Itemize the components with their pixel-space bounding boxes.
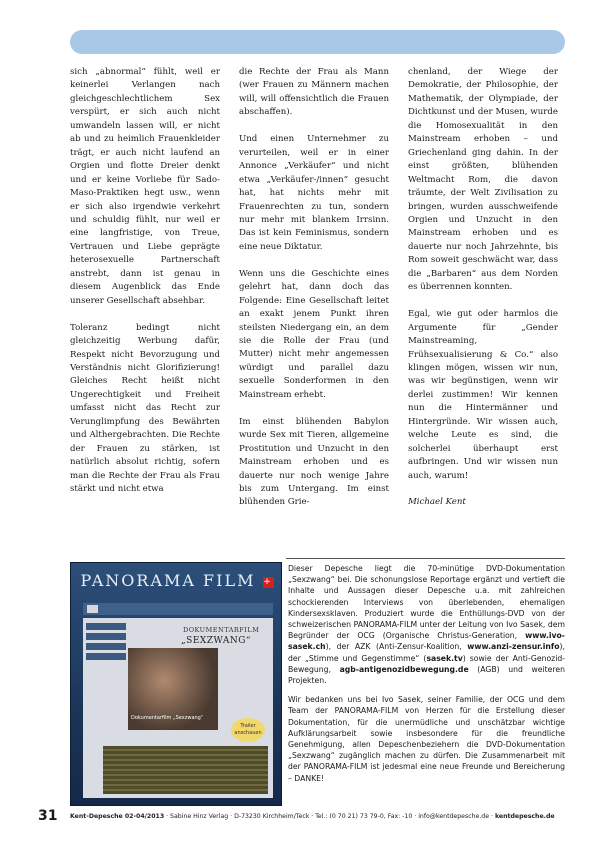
dvd-nav-bar — [83, 603, 273, 615]
box-divider — [286, 558, 565, 559]
paragraph: die Rechte der Frau als Mann (wer Frauen zu Männern machen will, will offensichtlich die Frauen abschaffen). — [239, 67, 389, 118]
trailer-badge: Trailer anschauen — [231, 718, 265, 742]
swiss-cross-icon: + — [263, 577, 273, 587]
link-sasek-tv: sasek.tv — [426, 653, 463, 663]
author-name: Michael Kent — [408, 497, 466, 508]
header-bar — [70, 30, 565, 54]
paragraph: Wenn uns die Geschichte eines gelehrt hat, dann doch das Folgende: Eine Gesellschaft leitet an exakt jenem Punkt ihren steilsten Niedergang ein, an dem sie die Rolle der Frau (und Mutter) nicht mehr angemessen würdigt und parallel dazu sexuelle Sonderformen in den Mainstream erhebt. — [239, 268, 389, 400]
dvd-info-box — [288, 563, 565, 792]
link-anzi-zensur: www.anzi-zensur.info — [467, 642, 560, 652]
dvd-panel — [83, 618, 273, 798]
box-paragraph-2: Wir bedanken uns bei Ivo Sasek, seiner Familie, der OCG und dem Team der PANORAMA-FILM von Herzen für die Erstellung dieser Dokumentation, für die unermüdliche und unschätzbar wichtige Aufklärungsarbeit sowie insbesondere für die freundliche Genehmigung, allen Depeschenbeziehern die DVD-Dokumentation „Sexzwang“ zugänglich machen zu dürfen. Die Zusammenarbeit mit der PANORAMA-FILM ist jedesmal eine neue Freunde und Bereicherung – DANKE! — [288, 695, 565, 783]
text-column-1 — [70, 66, 220, 510]
page-number: 31 — [38, 808, 58, 824]
box-paragraph-1: Dieser Depesche liegt die 70-minütige DVD-Dokumentation „Sexzwang“ bei. Die schonungslose Reportage ergänzt und vertieft die Inhalte und Aussagen dieser Depesche u.a. mit zahlreichen schockierenden Interviews von überlebenden, ehemaligen Kindersexsklaven. Produziert wurde die Enthüllungs-DVD von der schweizerischen PANORAMA-FILM unter der Leitung von Ivo Sasek, dem Begründer der OCG (Organische Christus-Generation, www.ivo-sasek.ch), der AZK (Anti-Zensur-Koalition, www.anzi-zensur.info), der „Stimme und Gegenstimme“ (sasek.tv) sowie der Anti-Genozid-Bewegung, agb-antigenozidbewegung.de (AGB) und weiteren Projekten. — [288, 564, 565, 686]
footer: Kent-Depesche 02-04/2013 · Sabine Hinz Verlag · D-73230 Kirchheim/Teck · Tel.: (0 70 21) 73 79-0, Fax: -10 · info@kentdepesche.de · kentdepesche.de — [70, 813, 555, 820]
dvd-website-image — [70, 562, 282, 806]
link-agb: agb-antigenozidbewegung.de — [339, 664, 469, 674]
dvd-thumbnail-label: Dokumentarfilm „Sexzwang“ — [131, 715, 204, 721]
paragraph: sich „abnormal“ fühlt, weil er keinerlei Verlangen nach gleichgeschlechtlichem Sex verspürt, er sich auch nicht umwandeln lassen will, er nicht ab und zu heimlich Frauenkleider trägt, er auch nicht laufend an Orgien und flotte Dreier denkt und er keine Vorliebe für Sado-Maso-Praktiken hegt usw., wenn er sich also irgendwie verkehrt und schuldig fühlt, nur weil er eine langfristige, von Treue, Vertrauen und Liebe geprägte heterosexuelle Partnerschaft anstrebt, dann ist genau in diesem Augenblick das Ende unserer Gesellschaft absehbar. — [70, 67, 220, 306]
paragraph: chenland, der Wiege der Demokratie, der Philosophie, der Mathematik, der Olympiade, der Dichtkunst und der Musen, wurde die Homosexualität in den Mainstream erhoben – und Griechenland ging dahin. In der einst größten, blühenden Weltmacht Rom, die davon träumte, der Welt Zivilisation zu bringen, wurden ausschweifende Orgien und Unzucht in den Mainstream erhoben und es dauerte nur noch Jahrzehnte, bis Rom soweit geschwächt war, dass die „Barbaren“ aus dem Norden es überrennen konnten. — [408, 67, 558, 293]
panorama-film-logo: PANORAMA FILM + — [80, 571, 273, 590]
paragraph: Toleranz bedingt nicht gleichzeitig Werbung dafür, Respekt nicht Bevorzugung und Verständnis nicht Glorifizierung! Gleiches Recht heißt nicht Ungerechtigkeit und Freiheit umfasst nicht das Recht zur Verunglimpfung des Bewährten und Althergebrachten. Die Rechte der Frauen zu stärken, ist natürlich absolut richtig, sofern man die Rechte der Frau als Frau stärkt und nicht etwa — [70, 322, 220, 495]
text-column-3 — [408, 66, 558, 523]
dvd-title-big: „SEXZWANG“ — [181, 636, 252, 646]
footer-website: kentdepesche.de — [494, 813, 555, 820]
link-ivo-sasek: www.ivo-sasek.ch — [288, 631, 565, 652]
paragraph: Im einst blühenden Babylon wurde Sex mit Tieren, allgemeine Prostitution und Unzucht in den Mainstream erhoben und es dauerte nur noch wenige Jahre bis zum Untergang. Im einst blühenden Grie- — [239, 416, 389, 508]
dvd-notice-block — [103, 746, 268, 794]
paragraph: Und einen Unternehmer zu verurteilen, weil er in einer Annonce „Verkäufer“ und nicht etwa „Verkäufer-/innen“ gesucht hat, hat nichts mehr mit Frauenrechten zu tun, sondern nur mehr mit blankem Irrsinn. Das ist kein Feminismus, sondern eine neue Diktatur. — [239, 134, 389, 252]
dvd-title-small: DOKUMENTARFILM — [183, 626, 260, 634]
text-column-2 — [239, 66, 389, 523]
paragraph: Egal, wie gut oder harmlos die Argumente für „Gender Mainstreaming, Frühsexualisierung & Co.“ also klingen mögen, wissen wir nun, was wir begünstigen, wenn wir derlei zustimmen! Wir kennen nun die Hintermänner und Hintergründe. Wir wissen auch, welche Leute es sind, die solcherlei überhaupt erst aufbringen. Und wir wissen nun auch, warum! — [408, 309, 558, 481]
dvd-side-menu — [86, 623, 126, 663]
